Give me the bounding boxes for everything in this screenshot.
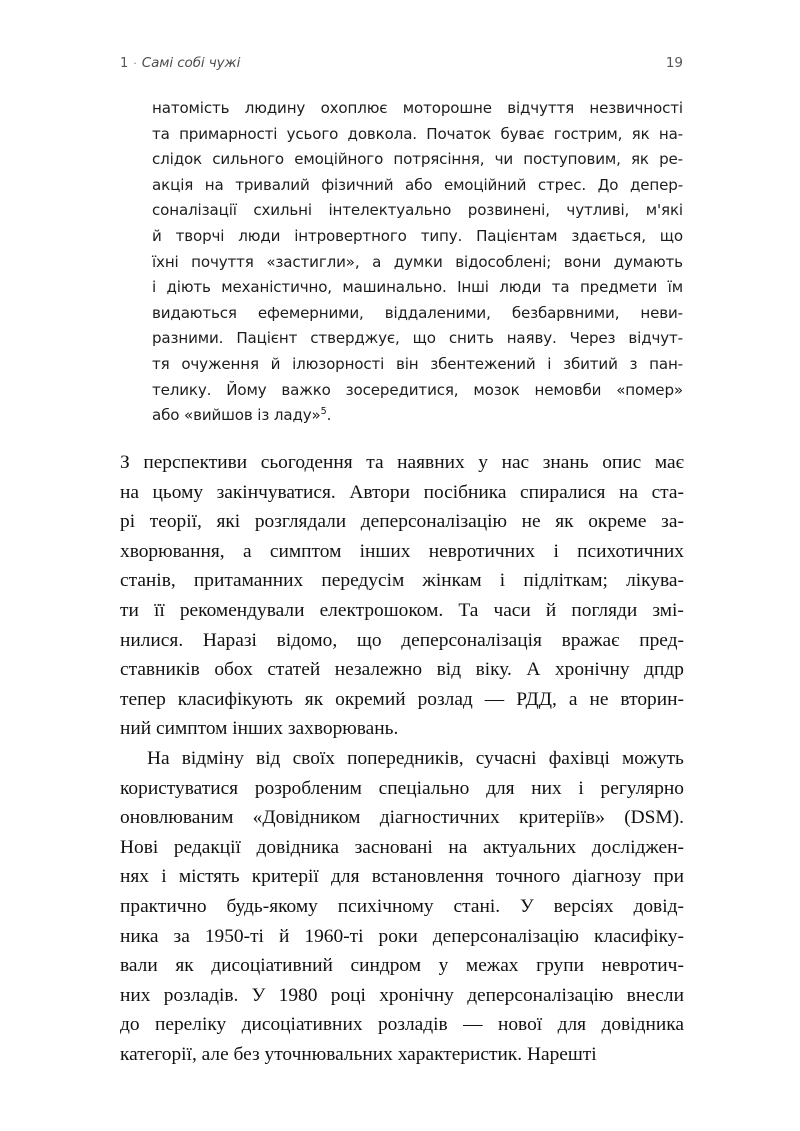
text-line: Нові редакції довідника засновані на актуальних досліджен- (120, 836, 684, 858)
text-line: станів, притаманних передусім жінкам і підліткам; лікува- (120, 570, 684, 592)
text-line: вали як дисоціативний синдром у межах групи невротич- (120, 955, 684, 977)
footnote-marker[interactable]: 5 (320, 406, 327, 418)
text-line: хворювання, а симптом інших невротичних і психотичних (120, 540, 684, 562)
text-line: ти її рекомендували електрошоком. Та часи й погляди змі- (120, 599, 684, 621)
text-line: З перспективи сьогодення та наявних у нас знань опис має (120, 452, 684, 473)
text-line: їхні почуття «застигли», а думки відособлені; вони думають (152, 252, 683, 271)
text-line: і діють механістично, машинально. Інші люди та предмети їм (152, 278, 683, 297)
text-line: до переліку дисоціативних розладів — нової для довідника (120, 1014, 684, 1036)
text-line: й творчі люди інтровертного типу. Пацієнтам здається, що (152, 226, 683, 245)
text-line: ний симптом інших захворювань. (120, 718, 399, 740)
text-line: акція на тривалий фізичний або емоційний стрес. До депер- (152, 175, 683, 194)
body-text-column (120, 448, 684, 1069)
text-line: практично будь-якому психічному стані. У версіях довід- (120, 895, 684, 917)
text-line: на цьому закінчуватися. Автори посібника спиралися на ста- (120, 481, 684, 503)
page-number: 19 (665, 55, 683, 71)
text-line: тепер класифікують як окремий розлад — РДД, а не вторин- (120, 688, 684, 710)
text-line: нилися. Наразі відомо, що деперсоналізація вражає пред- (120, 629, 684, 651)
text-line: соналізації схильні інтелектуально розвинені, чутливі, м'які (152, 201, 683, 220)
text-line: слідок сильного емоційного потрясіння, чи поступовим, як ре- (152, 150, 683, 169)
text-line: телику. Йому важко зосередитися, мозок немовби «помер» (152, 380, 683, 399)
text-line: На відміну від своїх попередників, сучасні фахівці можуть (147, 747, 684, 769)
text-line: нях і містять критерії для встановлення точного діагнозу при (120, 866, 684, 888)
text-line: разними. Пацієнт стверджує, що снить наяву. Через відчут- (152, 329, 683, 348)
text-line: ставників обох статей незалежно від віку. А хронічну дпдр (120, 659, 684, 681)
header-chapter-label (120, 55, 240, 71)
quote-closing-text: або «вийшов із ладу» (152, 406, 321, 425)
text-line: натомість людину охоплює моторошне відчуття незвичності (152, 99, 683, 117)
body-paragraph (120, 448, 684, 744)
text-line-with-footnote (152, 403, 683, 429)
text-line: та примарності усього довкола. Початок буває гострим, як на- (152, 124, 683, 143)
running-header (120, 55, 683, 71)
text-line: користуватися розробленим спеціально для них і регулярно (120, 777, 684, 799)
quotation-block (152, 96, 683, 429)
header-separator-dot: · (133, 57, 137, 70)
text-line: оновлюваним «Довідником діагностичних критеріїв» (DSM). (120, 807, 684, 829)
chapter-number: 1 (120, 56, 129, 71)
text-line: категорії, але без уточнювальних характеристик. Нарешті (120, 1043, 597, 1065)
text-line: видаються ефемерними, віддаленими, безбарвними, неви- (152, 303, 683, 322)
text-line: ника за 1950-ті й 1960-ті роки деперсоналізацію класифіку- (120, 925, 684, 947)
text-line: них розладів. У 1980 році хронічну деперсоналізацію внесли (120, 984, 684, 1006)
text-line: тя очуження й ілюзорності він збентежений і збитий з пан- (152, 354, 683, 373)
body-paragraph (120, 744, 684, 1070)
text-line: рі теорії, які розглядали деперсоналізацію не як окреме за- (120, 511, 684, 533)
chapter-title: Самі собі чужі (141, 55, 241, 71)
quote-closing-period: . (326, 406, 332, 425)
